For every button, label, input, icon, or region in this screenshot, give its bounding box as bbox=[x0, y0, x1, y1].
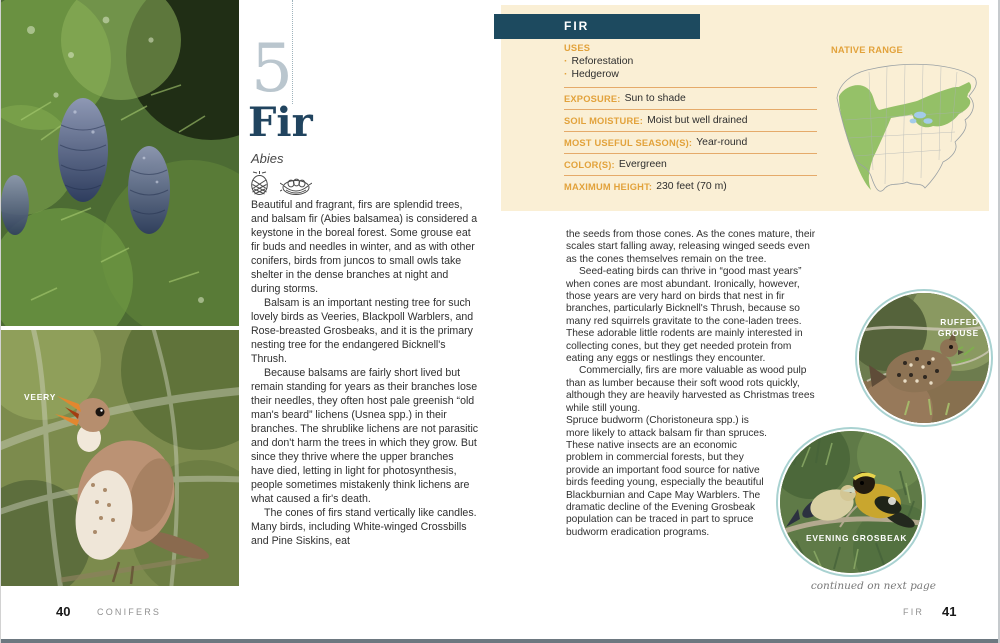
native-range-label: NATIVE RANGE bbox=[831, 45, 903, 55]
info-row bbox=[564, 131, 817, 153]
ruffed-grouse-photo bbox=[855, 289, 993, 427]
veery-illustration bbox=[1, 330, 239, 586]
bullet-icon: · bbox=[564, 56, 568, 67]
veery-photo bbox=[1, 330, 239, 586]
info-row-value: 230 feet (70 m) bbox=[656, 181, 727, 192]
ruffed-grouse-illustration bbox=[859, 293, 989, 423]
infobox-banner: FIR bbox=[494, 14, 700, 39]
page-title: Fir bbox=[248, 99, 313, 146]
info-row bbox=[564, 109, 817, 131]
right-page-number: 41 bbox=[942, 604, 957, 619]
paragraph: The cones of firs stand vertically like candles. Many birds, including White-winged Crossbills and Pine Siskins, eat bbox=[251, 507, 477, 547]
paragraph: Because balsams are fairly short lived but remain standing for years as their branches lose their needles, they often host pale greenish “old man's beard” lichens (Usnea spp.) in their branches. The shrublike lichens are not parasitic and don't harm the trees in which they grow. But since they thrive where the upper branches have died, letting in light for photosynthesis, people sometimes mistakenly think lichens are what caused a fir's death. bbox=[251, 367, 479, 505]
evening-grosbeak-photo-inner bbox=[780, 431, 922, 573]
info-row-label: SOIL MOISTURE: bbox=[564, 115, 644, 126]
paragraph: Balsam is an important nesting tree for such lovely birds as Veeries, Blackpoll Warblers, and Rose-breasted Grosbeaks, and it is the primary nesting tree for the endangered Bicknell's Thrush. bbox=[251, 297, 474, 365]
paragraph: Spruce budworm (Choristoneura spp.) is more likely to attack balsam fir than spruces. These native insects are an economic problem in commercial forests, but they provide an important food source for native birds feeding young, especially the beautiful Blackburnian and Cape May Warblers. The dramatic decline of the Evening Grosbeak population can be traced in part to spruce budworm eradication programs. bbox=[566, 415, 767, 538]
right-running-head: FIR bbox=[903, 607, 925, 617]
pinecone-icon bbox=[249, 170, 270, 201]
paragraph: Commercially, firs are more valuable as wood pulp than as lumber because their soft wood rots quickly, although they are heavily harvested as Christmas trees while still young. bbox=[566, 365, 815, 414]
paragraph: Seed-eating birds can thrive in “good mast years” when cones are most abundant. Ironically, however, those years are very hard on birds that nest in fir branches, particularly Bicknell's Thrush, because so many red squirrels gravitate to the cone-laden trees. These adorable little rodents are mainly interested in collecting cones, but they get needed protein from eating any eggs or nestlings they encounter. bbox=[566, 266, 803, 365]
uses-label: USES bbox=[564, 43, 591, 53]
fir-cones-illustration bbox=[1, 0, 239, 326]
info-row-value: Evergreen bbox=[618, 159, 667, 170]
chapter-number: 5 bbox=[251, 30, 293, 107]
info-row bbox=[564, 87, 817, 109]
left-page-number: 40 bbox=[56, 604, 71, 619]
chapter-dotted-rule bbox=[292, 0, 293, 104]
ruffed-grouse-caption: RUFFED GROUSE bbox=[937, 317, 979, 338]
page-bottom-rule bbox=[1, 639, 998, 643]
info-row-value: Year-round bbox=[696, 137, 748, 148]
info-row-label: COLOR(S): bbox=[564, 159, 615, 170]
uses-block bbox=[564, 41, 817, 87]
nest-icon bbox=[280, 174, 312, 201]
infobox-content bbox=[564, 41, 817, 197]
info-row-value: Moist but well drained bbox=[647, 115, 748, 126]
info-row-label: MOST USEFUL SEASON(S): bbox=[564, 137, 693, 148]
veery-caption: VEERY bbox=[24, 392, 57, 402]
info-row bbox=[564, 153, 817, 175]
uses-item bbox=[564, 68, 817, 81]
paragraph: the seeds from those cones. As the cones mature, their scales start falling away, releasing winged seeds even as the cones themselves remain on the tree. bbox=[566, 229, 816, 265]
evening-grosbeak-photo bbox=[776, 427, 926, 577]
ruffed-grouse-photo-inner bbox=[859, 293, 989, 423]
left-text-column bbox=[251, 198, 479, 548]
info-row-label: MAXIMUM HEIGHT: bbox=[564, 181, 653, 192]
genus-name: Abies bbox=[251, 151, 284, 166]
continued-note: continued on next page bbox=[810, 580, 936, 592]
fir-cones-photo bbox=[1, 0, 239, 326]
uses-item-text: Hedgerow bbox=[571, 69, 619, 80]
info-row-value: Sun to shade bbox=[624, 93, 686, 104]
left-running-head: CONIFERS bbox=[97, 607, 162, 617]
info-row bbox=[564, 175, 817, 197]
evening-grosbeak-illustration bbox=[780, 431, 922, 573]
uses-item-text: Reforestation bbox=[571, 56, 634, 67]
bullet-icon: · bbox=[564, 69, 568, 80]
evening-grosbeak-caption: EVENING GROSBEAK bbox=[806, 533, 908, 543]
uses-item bbox=[564, 55, 817, 68]
native-range-map bbox=[821, 58, 987, 204]
paragraph: Beautiful and fragrant, firs are splendid trees, and balsam fir (Abies balsamea) is considered a keystone in the boreal forest. Some grouse eat fir buds and needles in winter, and as with other conifers, birds from juncos to small owls take shelter in the dense branches at night and during storms. bbox=[251, 199, 478, 295]
chapter-icons bbox=[249, 170, 312, 201]
info-row-label: EXPOSURE: bbox=[564, 93, 621, 104]
